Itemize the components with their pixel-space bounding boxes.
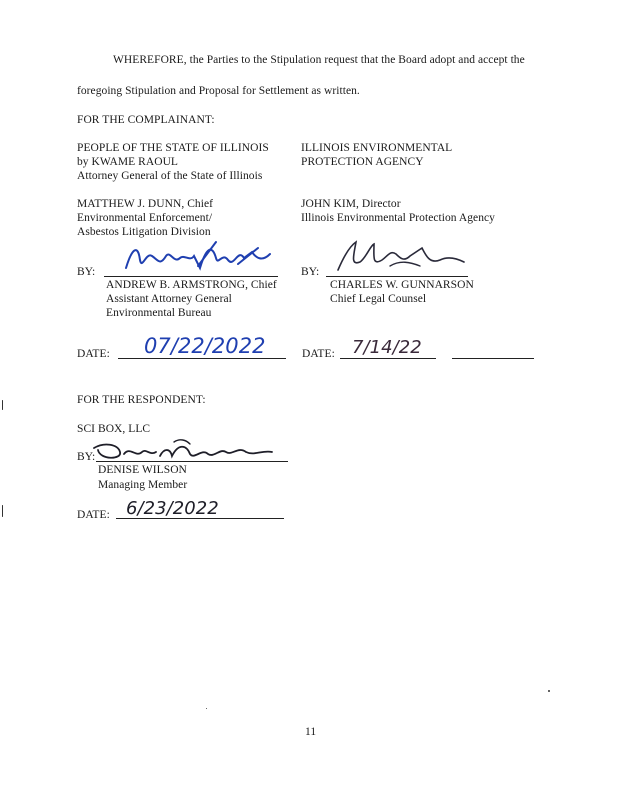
left-party-line-4: MATTHEW J. DUNN, Chief — [77, 198, 214, 210]
respondent-date-value: 6/23/2022 — [126, 498, 219, 519]
left-date-value: 07/22/2022 — [144, 334, 266, 358]
right-party-line-3: JOHN KIM, Director — [301, 198, 401, 210]
respondent-by-label: BY: — [77, 451, 96, 463]
respondent-signer-name: DENISE WILSON — [98, 464, 187, 476]
respondent-company: SCI BOX, LLC — [77, 423, 151, 435]
respondent-heading: FOR THE RESPONDENT: — [77, 394, 206, 406]
right-party-line-2: PROTECTION AGENCY — [301, 156, 424, 168]
right-signature-scribble — [330, 236, 470, 278]
right-party-line-4: Illinois Environmental Protection Agency — [301, 212, 495, 224]
scan-edge-mark — [2, 400, 3, 410]
intro-line-2: foregoing Stipulation and Proposal for Settlement as written. — [77, 85, 360, 97]
left-party-line-2: by KWAME RAOUL — [77, 156, 178, 168]
complainant-heading: FOR THE COMPLAINANT: — [77, 114, 215, 126]
respondent-date-label: DATE: — [77, 509, 110, 521]
right-date-value: 7/14/22 — [352, 337, 422, 358]
left-date-line — [118, 358, 286, 359]
left-party-line-6: Asbestos Litigation Division — [77, 226, 211, 238]
left-by-label: BY: — [77, 266, 96, 278]
scan-speck — [206, 708, 207, 709]
scan-edge-mark — [2, 505, 3, 517]
left-party-line-3: Attorney General of the State of Illinois — [77, 170, 263, 182]
page-number: 11 — [305, 726, 317, 738]
respondent-signer-title: Managing Member — [98, 479, 188, 491]
right-signer-name: CHARLES W. GUNNARSON — [330, 279, 474, 291]
left-signature-scribble — [120, 238, 280, 278]
right-date-line-extra — [452, 358, 534, 359]
scan-speck — [548, 690, 550, 692]
left-date-label: DATE: — [77, 348, 110, 360]
left-signer-title-2: Environmental Bureau — [106, 307, 212, 319]
right-by-label: BY: — [301, 266, 320, 278]
respondent-signature-scribble — [90, 434, 280, 466]
left-party-line-5: Environmental Enforcement/ — [77, 212, 213, 224]
left-signer-name: ANDREW B. ARMSTRONG, Chief — [106, 279, 277, 291]
right-date-label: DATE: — [302, 348, 335, 360]
right-signer-title-1: Chief Legal Counsel — [330, 293, 427, 305]
right-party-line-1: ILLINOIS ENVIRONMENTAL — [301, 142, 453, 154]
left-signer-title-1: Assistant Attorney General — [106, 293, 232, 305]
intro-line-1: WHEREFORE, the Parties to the Stipulation request that the Board adopt and accept the — [113, 54, 525, 66]
left-party-line-1: PEOPLE OF THE STATE OF ILLINOIS — [77, 142, 269, 154]
